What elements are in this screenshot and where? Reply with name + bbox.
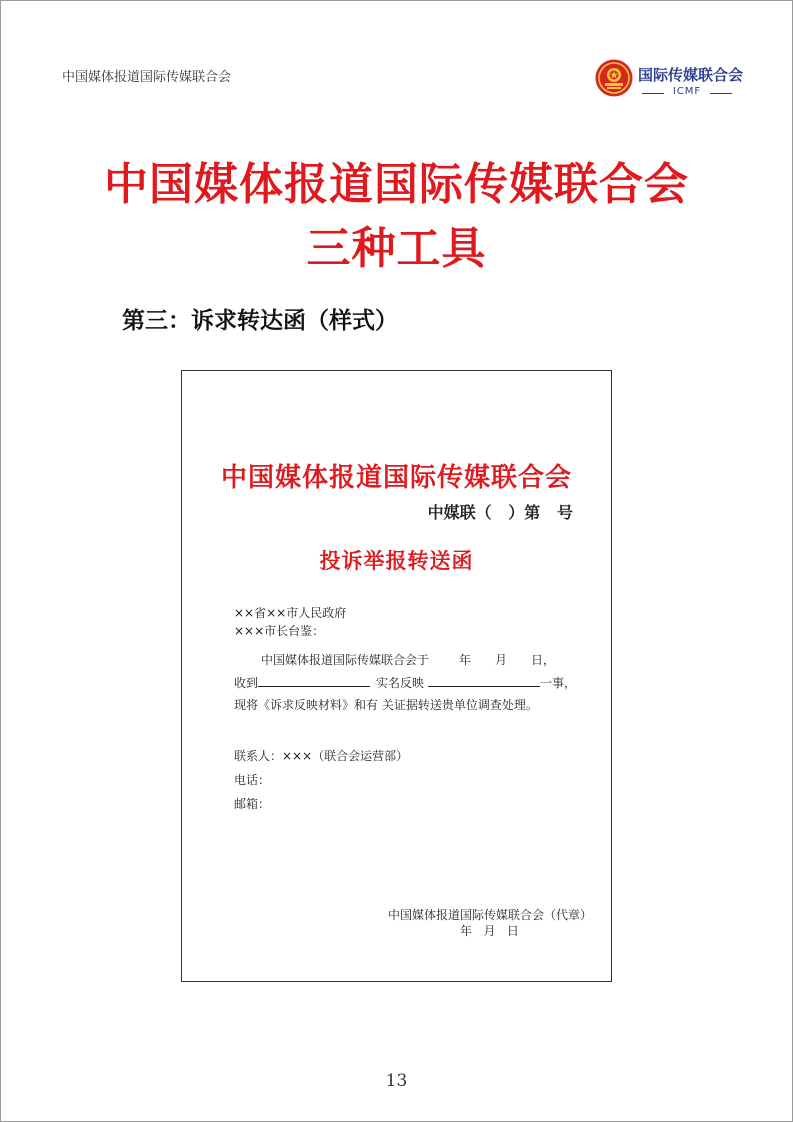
year-label: 年 — [459, 653, 472, 667]
section-heading: 第三：诉求转达函（样式） — [122, 308, 398, 334]
addressee-line1: ××省××市人民政府 — [234, 606, 347, 620]
reporter-blank — [258, 674, 370, 687]
header-org-name: 中国媒体报道国际传媒联合会 — [62, 70, 232, 85]
day-label: 日， — [531, 653, 556, 667]
phone-label: 电话： — [234, 773, 271, 787]
real-name-label: 实名反映 — [376, 676, 425, 690]
logo-subtitle: ICMF — [642, 86, 732, 97]
body-line2 — [234, 674, 576, 691]
emblem-icon — [594, 58, 634, 98]
logo-name: 国际传媒联合会 — [638, 66, 744, 84]
contact-person: 联系人：×××（联合会运营部） — [234, 749, 409, 763]
icmf-logo — [594, 58, 744, 102]
main-title-line2: 三种工具 — [306, 223, 487, 274]
form-document-number: 中媒联（ ）第 号 — [427, 503, 573, 522]
month-label: 月 — [495, 653, 508, 667]
received-label: 收到 — [234, 676, 259, 690]
body-line1 — [261, 651, 555, 668]
letter-template — [181, 370, 612, 982]
main-title-line1: 中国媒体报道国际传媒联合会 — [104, 159, 689, 210]
body-line3: 现将《诉求反映材料》和有 关证据转送贵单位调查处理。 — [234, 698, 538, 712]
signature-date: 年 月 日 — [460, 924, 519, 938]
matter-suffix: 一事， — [540, 676, 577, 690]
form-org-name: 中国媒体报道国际传媒联合会 — [220, 463, 572, 493]
page-number: 13 — [385, 1071, 408, 1091]
form-document-title: 投诉举报转送函 — [319, 548, 474, 573]
matter-blank — [428, 674, 540, 687]
body-line1-text: 中国媒体报道国际传媒联合会于 — [261, 653, 430, 667]
signature-org: 中国媒体报道国际传媒联合会（代章） — [388, 908, 593, 922]
email-label: 邮箱： — [234, 797, 271, 811]
addressee-line2: ×××市长台鉴： — [234, 624, 325, 638]
